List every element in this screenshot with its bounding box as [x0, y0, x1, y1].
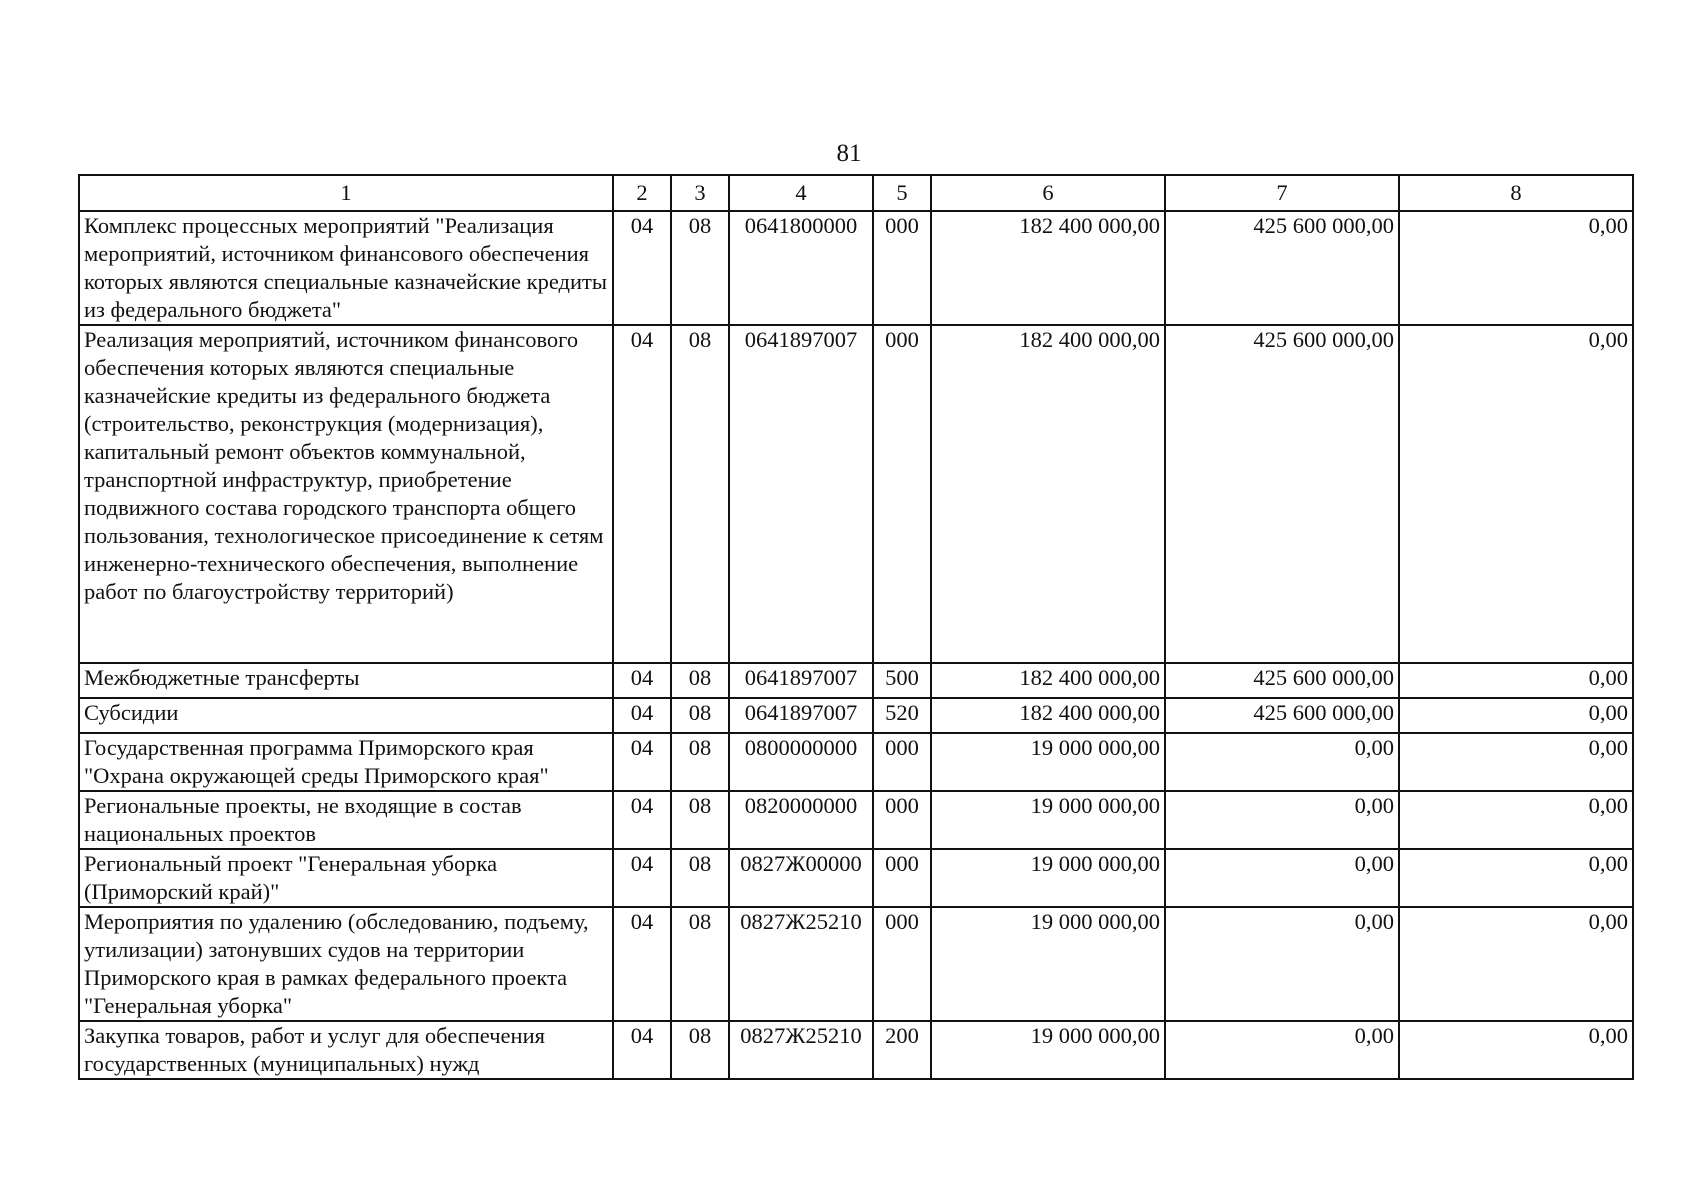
- amount-col7: 425 600 000,00: [1165, 698, 1399, 733]
- subsection-code: 08: [671, 663, 729, 698]
- target-article-code: 0641897007: [729, 663, 873, 698]
- column-header: 7: [1165, 175, 1399, 211]
- amount-col6: 182 400 000,00: [931, 211, 1165, 325]
- expense-type-code: 200: [873, 1021, 931, 1079]
- amount-col8: 0,00: [1399, 733, 1633, 791]
- subsection-code: 08: [671, 733, 729, 791]
- target-article-code: 0800000000: [729, 733, 873, 791]
- amount-col7: 0,00: [1165, 1021, 1399, 1079]
- amount-col8: 0,00: [1399, 1021, 1633, 1079]
- expense-type-code: 000: [873, 849, 931, 907]
- table-row: [79, 849, 1633, 907]
- amount-col6: 19 000 000,00: [931, 733, 1165, 791]
- target-article-code: 0827Ж00000: [729, 849, 873, 907]
- row-name: Государственная программа Приморского края "Охрана окружающей среды Приморского края": [79, 733, 613, 791]
- expense-type-code: 000: [873, 907, 931, 1021]
- row-name: Межбюджетные трансферты: [79, 663, 613, 698]
- column-header: 2: [613, 175, 671, 211]
- header-row: [79, 175, 1633, 211]
- table-row: [79, 698, 1633, 733]
- row-name: Закупка товаров, работ и услуг для обеспечения государственных (муниципальных) нужд: [79, 1021, 613, 1079]
- section-code: 04: [613, 698, 671, 733]
- amount-col7: 425 600 000,00: [1165, 663, 1399, 698]
- subsection-code: 08: [671, 849, 729, 907]
- target-article-code: 0641897007: [729, 325, 873, 663]
- page-number: 81: [836, 140, 862, 167]
- subsection-code: 08: [671, 211, 729, 325]
- subsection-code: 08: [671, 907, 729, 1021]
- amount-col8: 0,00: [1399, 849, 1633, 907]
- amount-col8: 0,00: [1399, 211, 1633, 325]
- column-header: 5: [873, 175, 931, 211]
- row-name: Региональные проекты, не входящие в состав национальных проектов: [79, 791, 613, 849]
- target-article-code: 0820000000: [729, 791, 873, 849]
- row-name: Комплекс процессных мероприятий "Реализация мероприятий, источником финансового обеспечения которых являются специальные казначейские кредиты из федерального бюджета": [79, 211, 613, 325]
- amount-col7: 425 600 000,00: [1165, 211, 1399, 325]
- table-row: [79, 907, 1633, 1021]
- target-article-code: 0827Ж25210: [729, 1021, 873, 1079]
- subsection-code: 08: [671, 698, 729, 733]
- amount-col6: 19 000 000,00: [931, 791, 1165, 849]
- column-header: 6: [931, 175, 1165, 211]
- amount-col7: 0,00: [1165, 849, 1399, 907]
- amount-col6: 182 400 000,00: [931, 663, 1165, 698]
- amount-col8: 0,00: [1399, 698, 1633, 733]
- expense-type-code: 000: [873, 325, 931, 663]
- expense-type-code: 000: [873, 733, 931, 791]
- table-row: [79, 1021, 1633, 1079]
- amount-col6: 19 000 000,00: [931, 1021, 1165, 1079]
- amount-col6: 182 400 000,00: [931, 698, 1165, 733]
- target-article-code: 0641800000: [729, 211, 873, 325]
- section-code: 04: [613, 1021, 671, 1079]
- budget-table: [78, 174, 1634, 1080]
- table-row: [79, 791, 1633, 849]
- column-header: 8: [1399, 175, 1633, 211]
- subsection-code: 08: [671, 791, 729, 849]
- column-header: 3: [671, 175, 729, 211]
- amount-col6: 182 400 000,00: [931, 325, 1165, 663]
- section-code: 04: [613, 849, 671, 907]
- amount-col6: 19 000 000,00: [931, 849, 1165, 907]
- section-code: 04: [613, 733, 671, 791]
- subsection-code: 08: [671, 325, 729, 663]
- section-code: 04: [613, 211, 671, 325]
- table-row: [79, 663, 1633, 698]
- amount-col7: 0,00: [1165, 791, 1399, 849]
- amount-col7: 425 600 000,00: [1165, 325, 1399, 663]
- amount-col8: 0,00: [1399, 907, 1633, 1021]
- expense-type-code: 500: [873, 663, 931, 698]
- expense-type-code: 000: [873, 791, 931, 849]
- row-name: Мероприятия по удалению (обследованию, подъему, утилизации) затонувших судов на территории Приморского края в рамках федерального проекта "Генеральная уборка": [79, 907, 613, 1021]
- section-code: 04: [613, 791, 671, 849]
- section-code: 04: [613, 663, 671, 698]
- table-row: [79, 211, 1633, 325]
- column-header: 4: [729, 175, 873, 211]
- subsection-code: 08: [671, 1021, 729, 1079]
- expense-type-code: 000: [873, 211, 931, 325]
- amount-col8: 0,00: [1399, 791, 1633, 849]
- section-code: 04: [613, 325, 671, 663]
- amount-col7: 0,00: [1165, 907, 1399, 1021]
- table-body: [79, 211, 1633, 1079]
- target-article-code: 0641897007: [729, 698, 873, 733]
- table-row: [79, 325, 1633, 663]
- amount-col8: 0,00: [1399, 663, 1633, 698]
- target-article-code: 0827Ж25210: [729, 907, 873, 1021]
- amount-col6: 19 000 000,00: [931, 907, 1165, 1021]
- amount-col7: 0,00: [1165, 733, 1399, 791]
- table-header: [79, 175, 1633, 211]
- expense-type-code: 520: [873, 698, 931, 733]
- column-header: 1: [79, 175, 613, 211]
- amount-col8: 0,00: [1399, 325, 1633, 663]
- row-name: Региональный проект "Генеральная уборка (Приморский край)": [79, 849, 613, 907]
- row-name: Реализация мероприятий, источником финансового обеспечения которых являются специальные казначейские кредиты из федерального бюджета (строительство, реконструкция (модернизация), капитальный ремонт объектов коммунальной, транспортной инфраструктур, приобретение подвижного состава городского транспорта общего пользования, технологическое присоединение к сетям инженерно-технического обеспечения, выполнение работ по благоустройству территорий): [79, 325, 613, 663]
- table-row: [79, 733, 1633, 791]
- section-code: 04: [613, 907, 671, 1021]
- row-name: Субсидии: [79, 698, 613, 733]
